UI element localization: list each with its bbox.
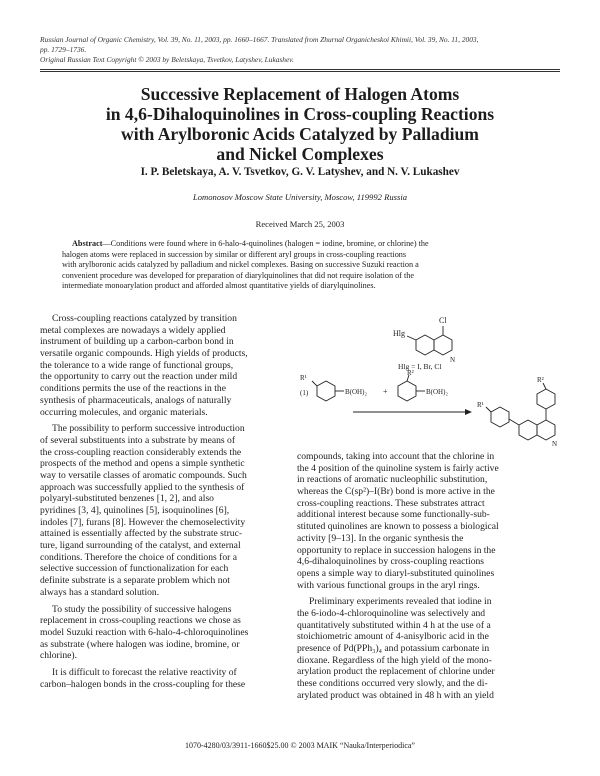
journal-header-line-2: pp. 1729–1736.	[40, 45, 87, 54]
product-r1: R¹	[477, 401, 484, 409]
text-line: 4,6-dihaloquinolines by cross-coupling reactions	[297, 556, 485, 568]
text-line: arylation product the replacement of chlorine under	[297, 666, 495, 678]
text-line: whereas the C(sp²)–I(Br) bond is more active in the	[297, 486, 495, 498]
reagent1-r-bond	[312, 381, 317, 386]
text-line: versatile organic compounds. High yields of products,	[40, 348, 248, 360]
reagent1-boronic: B(OH)₂	[345, 388, 367, 396]
abstract-line-2: halogen atoms were replaced in succession by similar or different aryl groups in cross-coupling reactions	[62, 249, 407, 259]
text-line: polyaryl-substituted benzenes [1, 2], and also	[40, 493, 214, 505]
text-line: definite substrate is a separate problem which not	[40, 575, 230, 587]
text-line: instrument of building up a carbon-carbon bond in	[40, 336, 234, 348]
abstract-label: Abstract	[72, 239, 103, 248]
text-line: always has a standard solution.	[40, 586, 160, 598]
product-r2: R²	[537, 376, 544, 384]
text-line: opens a simple way to diaryl-substituted quinolines	[297, 567, 495, 579]
product-n-label: N	[552, 440, 558, 447]
product-pyridine-ring	[537, 420, 555, 440]
arylboronic-acid-1	[312, 381, 344, 401]
text-line: stituted quinolines are known to possess a biological	[297, 521, 499, 533]
text-line: the 4 position of the quinoline system is fairly active	[297, 462, 499, 474]
text-line: synthesis of pharmaceuticals, analogs of naturally	[40, 394, 232, 406]
text-line: pyridines [3, 4], quinolines [5], isoquinolines [6],	[40, 505, 230, 516]
left-paragraph-2	[40, 423, 292, 598]
article-title	[40, 84, 560, 164]
text-line: Cross-coupling reactions catalyzed by transition	[52, 313, 237, 324]
text-line: model Suzuki reaction with 6-halo-4-chloroquinolines	[40, 626, 249, 638]
diarylquinoline-product	[486, 383, 555, 440]
plus-sign: +	[383, 387, 388, 396]
reagent2-boronic: B(OH)₂	[426, 388, 448, 396]
text-line: conditions. Therefore the choice of conditions for a	[40, 551, 237, 563]
substrate-n-label: N	[450, 356, 456, 364]
copyright-line: Original Russian Text Copyright © 2003 by Beletskaya, Tsvetkov, Latyshev, Lukashev.	[40, 55, 294, 64]
text-line: as substrate (where halogen was iodine, bromine, or	[40, 638, 240, 650]
text-line: arylated product was obtained in 48 h with an yield	[297, 689, 494, 701]
received-date: Received March 25, 2003	[255, 219, 345, 229]
product-aryl2-ring	[537, 389, 555, 409]
text-line: replacement in cross-coupling reactions we chose as	[40, 615, 241, 627]
abstract-line-1: —Conditions were found where in 6-halo-4-quinolines (halogen = iodine, bromine, or chlorine) the	[102, 239, 429, 248]
text-line: dioxane. Regardless of the high yield of the mono-	[297, 654, 492, 666]
text-line: the tolerance to a wide range of functional groups,	[40, 359, 234, 371]
text-line: It is difficult to forecast the relative reactivity of	[52, 666, 237, 678]
text-line: in reactions of aromatic nucleophilic substitution,	[297, 474, 488, 486]
text-line: presence of Pd(PPh₃)₄ and potassium carbonate in	[297, 643, 490, 654]
text-line: carbon–halogen bonds in the cross-coupling for these	[40, 678, 246, 690]
product-benzo-ring	[519, 420, 537, 440]
substrate-pyridine-ring	[434, 335, 452, 355]
right-paragraph-1	[297, 451, 560, 591]
left-paragraph-3	[40, 604, 292, 662]
text-line: way to versatile classes of aromatic compounds. Such	[40, 469, 247, 481]
header-rule	[40, 69, 560, 72]
reagent1-r1: R¹	[300, 374, 307, 382]
text-line: Preliminary experiments revealed that iodine in	[309, 596, 492, 608]
text-line: indoles [7], furans [8]. However the chemoselectivity	[40, 516, 246, 528]
text-line: metal complexes are nowadays a widely applied	[40, 324, 226, 336]
text-line: attained is essentially affected by the substrate struc-	[40, 528, 243, 540]
reagent2-ring	[398, 381, 416, 401]
text-line: occurring molecules, and organic materials.	[40, 406, 208, 418]
abstract-line-3: with arylboronic acids catalyzed by palladium and nickel complexes. Basing on successive Suzuki reaction a	[62, 260, 419, 270]
product-aryl1-ring	[491, 407, 509, 427]
text-line: the opportunity to carry out the reaction under mild	[40, 371, 238, 383]
reagent2-r2: R²	[407, 369, 414, 377]
text-line: ture, ligand surrounding of the catalyst, and external	[40, 540, 241, 552]
text-line: selective succession of functionalization for each	[40, 563, 229, 575]
text-line: To study the possibility of successive halogens	[52, 603, 232, 615]
abstract	[62, 239, 538, 292]
right-paragraph-2	[297, 596, 560, 701]
reaction-scheme	[297, 312, 560, 447]
reagent1-ring	[317, 381, 335, 401]
abstract-line-5: intermediate monoarylation product and afforded almost quantitative yields of diarylquinolines.	[62, 281, 376, 291]
substrate-hlg-label: Hlg	[393, 329, 405, 338]
dihaloquinoline-structure	[407, 326, 452, 355]
text-line: with various functional groups in the aryl rings.	[297, 579, 480, 591]
title-line-2: in 4,6-Dihaloquinolines in Cross-coupling Reactions	[105, 104, 495, 124]
text-line: additional interest because some functionally-sub-	[297, 509, 490, 521]
substrate-benzo-ring	[416, 335, 434, 355]
reaction-arrow-head	[465, 409, 472, 415]
text-line: approach was successfully applied to the synthesis of	[40, 481, 245, 493]
right-column	[297, 451, 560, 701]
text-line: The possibility to perform successive introduction	[52, 423, 245, 435]
substrate-cl-label: Cl	[439, 316, 447, 325]
text-line: activity [9–13]. In the organic synthesis the	[297, 532, 464, 544]
left-column	[40, 313, 292, 690]
arylboronic-acid-2	[398, 375, 425, 401]
text-line: of several substituents into a substrate by means of	[40, 434, 236, 446]
left-paragraph-1	[40, 313, 292, 418]
left-paragraph-4	[40, 667, 292, 690]
stoichiometry-label: (1)	[300, 389, 309, 397]
halogen-caption: Hlg = I, Br, Cl	[398, 362, 442, 371]
text-line: cross-coupling reactions. These substrates attract	[297, 497, 485, 509]
journal-header-line-1: Russian Journal of Organic Chemistry, Vol. 39, No. 11, 2003, pp. 1660–1667. Translated from Zhurnal Organicheskoi Khimii, Vol. 39, No. 11, 2003,	[40, 35, 479, 44]
text-line: prospects of the method and opens a simple synthetic	[40, 458, 245, 470]
text-line: quantitatively substituted within 4 h at the use of a	[297, 619, 491, 631]
footer-copyright: 1070-4280/03/3911-1660$25.00 © 2003 MAIK “Nauka/Interperiodica”	[185, 741, 415, 750]
text-line: the 6-iodo-4-chloroquinoline was selectively and	[297, 607, 486, 619]
text-line: opportunity to replace in succession halogens in the	[297, 544, 496, 556]
title-line-4: and Nickel Complexes	[216, 144, 384, 164]
text-line: stoichiometric amount of 4-anisylboric acid in the	[297, 631, 489, 643]
product-r1-bond	[486, 407, 491, 412]
text-line: conditions permits the use of the reactions in the	[40, 383, 226, 395]
substrate-hlg-bond	[407, 336, 416, 340]
text-line: the cross-coupling reaction considerably extends the	[40, 446, 242, 458]
title-line-1: Successive Replacement of Halogen Atoms	[140, 84, 460, 104]
text-line: chlorine).	[40, 650, 78, 662]
product-aryl1-bond	[509, 419, 519, 425]
affiliation: Lomonosov Moscow State University, Moscow, 119992 Russia	[192, 192, 408, 202]
text-line: these conditions occurred very slowly, and the di-	[297, 678, 488, 690]
text-line: compounds, taking into account that the chlorine in	[297, 451, 495, 462]
authors: I. P. Beletskaya, A. V. Tsvetkov, G. V. Latyshev, and N. V. Lukashev	[140, 166, 460, 178]
title-line-3: with Arylboronic Acids Catalyzed by Palladium	[121, 124, 479, 144]
abstract-line-4: convenient procedure was developed for preparation of diarylquinolines that did not require isolation of the	[62, 270, 414, 280]
